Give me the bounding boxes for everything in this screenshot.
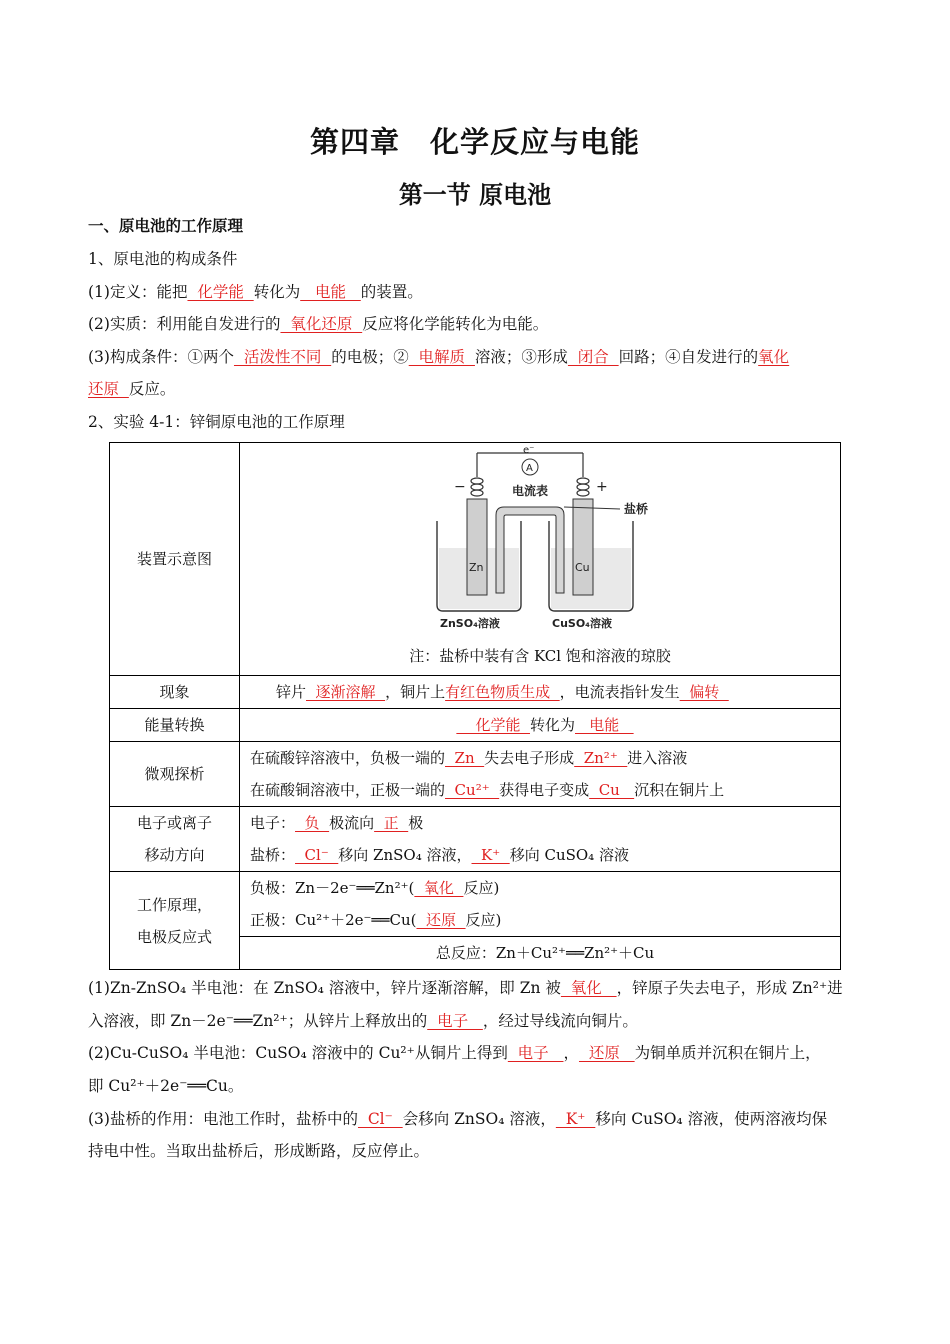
row-label: 现象 xyxy=(110,676,240,709)
zn-solution-label: ZnSO₄溶液 xyxy=(440,617,500,630)
text: 反应。 xyxy=(128,380,176,398)
row-label: 能量转换 xyxy=(110,709,240,742)
text: 溶液；③形成 xyxy=(474,348,568,366)
table-row xyxy=(110,872,841,937)
answer-blank: 电子 xyxy=(507,1044,564,1062)
answer-blank: 还原 xyxy=(416,911,466,929)
micro-cell xyxy=(240,742,841,807)
row-label xyxy=(110,872,240,970)
item-1: 1、原电池的构成条件 xyxy=(88,250,238,268)
answer-blank: 还原 xyxy=(88,380,129,398)
table-row xyxy=(110,807,841,872)
answer-blank: 电能 xyxy=(300,283,361,301)
text: 失去电子形成 xyxy=(484,749,575,767)
direction-cell xyxy=(240,807,841,872)
text: 电子： xyxy=(250,814,296,832)
total-reaction: 总反应：Zn＋Cu²⁺══Zn²⁺＋Cu xyxy=(435,944,655,962)
answer-blank: 氧化 xyxy=(758,348,790,366)
plus-sign: + xyxy=(596,479,608,495)
answer-blank: 氧化 xyxy=(414,879,464,897)
right-terminal-icon xyxy=(577,478,589,496)
answer-blank: K⁺ xyxy=(471,846,510,864)
para-1b xyxy=(88,1011,878,1031)
text: 的电极；② xyxy=(331,348,409,366)
meter-label: 电流表 xyxy=(512,484,549,498)
text: 的装置。 xyxy=(360,283,423,301)
label-line: 移动方向 xyxy=(144,846,205,864)
definition-line xyxy=(88,282,878,302)
text: 反应) xyxy=(465,911,502,929)
answer-blank: 偏转 xyxy=(679,683,729,701)
section-title: 第一节 原电池 xyxy=(398,181,552,209)
text: 移向 CuSO₄ 溶液 xyxy=(509,846,629,864)
table-row xyxy=(110,709,841,742)
text: 转化为 xyxy=(529,716,575,734)
para-2a xyxy=(88,1043,878,1063)
text: 回路；④自发进行的 xyxy=(618,348,759,366)
text: 反应将化学能转化为电能。 xyxy=(362,315,549,333)
text: (1)定义：能把 xyxy=(88,283,188,301)
label-line: 电极反应式 xyxy=(136,927,212,946)
answer-blank: 电能 xyxy=(575,716,634,734)
text: ，电流表指针发生 xyxy=(559,683,680,701)
cu-solution-label: CuSO₄溶液 xyxy=(552,617,612,630)
text: (3)构成条件：①两个 xyxy=(88,348,234,366)
conditions-line-cont xyxy=(88,379,878,399)
para-3b: 持电中性。当取出盐桥后，形成断路，反应停止。 xyxy=(88,1142,430,1160)
text: 沉积在铜片上 xyxy=(634,781,725,799)
essence-line xyxy=(88,314,878,334)
text: ，经过导线流向铜片。 xyxy=(482,1012,638,1030)
row-label: 微观探析 xyxy=(110,742,240,807)
label-line: 电子或离子 xyxy=(136,814,212,832)
item-2: 2、实验 4-1：锌铜原电池的工作原理 xyxy=(88,413,345,431)
text: (3)盐桥的作用：电池工作时，盐桥中的 xyxy=(88,1110,358,1128)
para-2b: 即 Cu²⁺＋2e⁻══Cu。 xyxy=(88,1077,244,1095)
row-label xyxy=(110,807,240,872)
label-line: 工作原理， xyxy=(136,895,212,914)
bridge-label: 盐桥 xyxy=(624,502,649,516)
minus-sign: − xyxy=(454,479,466,495)
answer-blank: 负 xyxy=(295,814,330,832)
answer-blank: 化学能 xyxy=(456,716,530,734)
answer-blank: Zn²⁺ xyxy=(574,749,628,767)
table-row xyxy=(110,742,841,807)
text: 移向 CuSO₄ 溶液，使两溶液均保 xyxy=(595,1110,828,1128)
text: ，铜片上 xyxy=(385,683,446,701)
text: 正极：Cu²⁺＋2e⁻══Cu( xyxy=(250,911,417,929)
text: 极流向 xyxy=(329,814,375,832)
text: (1)Zn-ZnSO₄ 半电池：在 ZnSO₄ 溶液中，锌片逐渐溶解，即 Zn 被 xyxy=(88,979,561,997)
total-reaction-cell xyxy=(240,937,841,970)
answer-blank: 逐渐溶解 xyxy=(306,683,386,701)
text: 盐桥： xyxy=(250,846,296,864)
para-3a xyxy=(88,1109,878,1129)
text: 为铜单质并沉积在铜片上， xyxy=(634,1044,821,1062)
answer-blank: Zn xyxy=(445,749,485,767)
diagram-cell xyxy=(240,443,841,676)
galvanic-cell-diagram xyxy=(240,443,840,643)
conditions-line xyxy=(88,347,878,367)
zinc-electrode xyxy=(467,499,487,595)
text: (2)Cu-CuSO₄ 半电池：CuSO₄ 溶液中的 Cu²⁺从铜片上得到 xyxy=(88,1044,508,1062)
answer-blank: 正 xyxy=(374,814,409,832)
answer-blank: 电子 xyxy=(427,1012,483,1030)
text: (2)实质：利用能自发进行的 xyxy=(88,315,281,333)
text: 在硫酸锌溶液中，负极一端的 xyxy=(250,749,446,767)
zn-label: Zn xyxy=(469,561,484,574)
text: 会移向 ZnSO₄ 溶液， xyxy=(402,1110,556,1128)
energy-cell xyxy=(240,709,841,742)
para-1a xyxy=(88,978,878,998)
table-row xyxy=(110,676,841,709)
heading-principle: 一、原电池的工作原理 xyxy=(88,217,244,235)
text: 在硫酸铜溶液中，正极一端的 xyxy=(250,781,446,799)
answer-blank: 电解质 xyxy=(408,348,475,366)
text: 移向 ZnSO₄ 溶液， xyxy=(338,846,472,864)
table-row xyxy=(110,443,841,676)
text: 获得电子变成 xyxy=(499,781,590,799)
text: 锌片 xyxy=(276,683,307,701)
experiment-table xyxy=(109,442,841,970)
answer-blank: 氧化 xyxy=(560,979,617,997)
text: 入溶液，即 Zn－2e⁻══Zn²⁺；从锌片上释放出的 xyxy=(88,1012,428,1030)
text: ，锌原子失去电子，形成 Zn²⁺进 xyxy=(616,979,843,997)
answer-blank: Cu xyxy=(589,781,635,799)
ammeter-label: A xyxy=(526,463,533,474)
answer-blank: K⁺ xyxy=(555,1110,596,1128)
answer-blank: 化学能 xyxy=(187,283,254,301)
text: 反应) xyxy=(463,879,500,897)
answer-blank: 闭合 xyxy=(567,348,619,366)
electrode-cell xyxy=(240,872,841,937)
answer-blank: 有红色物质生成 xyxy=(445,683,560,701)
answer-blank: 还原 xyxy=(578,1044,635,1062)
copper-electrode xyxy=(573,499,593,595)
text: 转化为 xyxy=(253,283,301,301)
text: 进入溶液 xyxy=(627,749,688,767)
answer-blank: Cl⁻ xyxy=(357,1110,403,1128)
left-terminal-icon xyxy=(471,478,483,496)
chapter-title: 第四章 化学反应与电能 xyxy=(309,125,640,159)
text: 极 xyxy=(408,814,424,832)
answer-blank: Cl⁻ xyxy=(295,846,339,864)
text: ， xyxy=(563,1044,579,1062)
text: 负极：Zn－2e⁻══Zn²⁺( xyxy=(250,879,415,897)
answer-blank: 氧化还原 xyxy=(280,315,363,333)
answer-blank: 活泼性不同 xyxy=(233,348,332,366)
cu-label: Cu xyxy=(575,561,590,574)
answer-blank: Cu²⁺ xyxy=(445,781,500,799)
row-label: 装置示意图 xyxy=(110,443,240,676)
electron-label: e⁻ xyxy=(523,445,535,456)
phenomenon-cell xyxy=(240,676,841,709)
bridge-note: 注：盐桥中装有含 KCl 饱和溶液的琼胶 xyxy=(409,647,671,665)
